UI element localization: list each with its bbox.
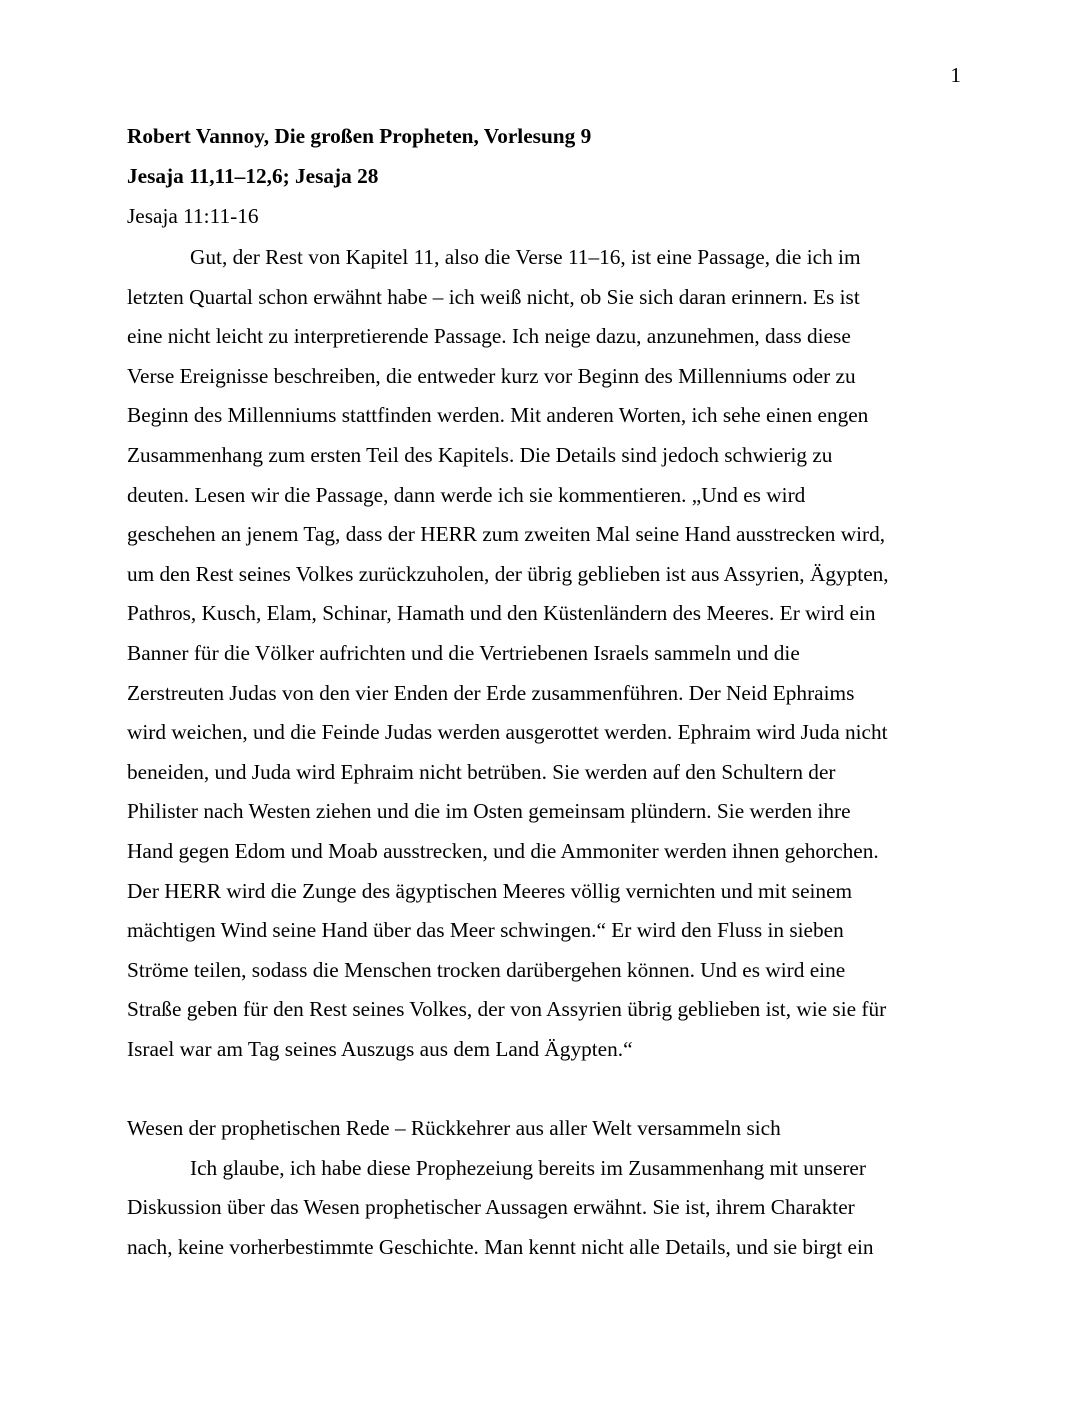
paragraph-line: Pathros, Kusch, Elam, Schinar, Hamath und den Küstenländern des Meeres. Er wird ein: [127, 601, 876, 626]
paragraph-line: nach, keine vorherbestimmte Geschichte. Man kennt nicht alle Details, und sie birgt ein: [127, 1234, 874, 1259]
document-subtitle: Jesaja 11,11–12,6; Jesaja 28: [127, 164, 379, 188]
document-content: [127, 116, 967, 1267]
paragraph-line: geschehen an jenem Tag, dass der HERR zum zweiten Mal seine Hand ausstrecken wird,: [127, 522, 886, 547]
paragraph-line: um den Rest seines Volkes zurückzuholen, der übrig geblieben ist aus Assyrien, Ägypten,: [127, 561, 889, 586]
paragraph-line: letzten Quartal schon erwähnt habe – ich weiß nicht, ob Sie sich daran erinnern. Es ist: [127, 284, 860, 309]
paragraph-line: Israel war am Tag seines Auszugs aus dem Land Ägypten.“: [127, 1036, 633, 1061]
paragraph-line: wird weichen, und die Feinde Judas werden ausgerottet werden. Ephraim wird Juda nicht: [127, 720, 888, 745]
blank-line: [127, 1069, 967, 1109]
body-text: [127, 238, 967, 1267]
paragraph-line: Beginn des Millenniums stattfinden werden. Mit anderen Worten, ich sehe einen engen: [127, 403, 869, 428]
section-heading-line: Wesen der prophetischen Rede – Rückkehrer aus aller Welt versammeln sich: [127, 1116, 781, 1141]
paragraph-line: Der HERR wird die Zunge des ägyptischen Meeres völlig vernichten und mit seinem: [127, 878, 853, 903]
page-number: 1: [950, 63, 961, 87]
paragraph-line: deuten. Lesen wir die Passage, dann werde ich sie kommentieren. „Und es wird: [127, 482, 806, 507]
paragraph-line: beneiden, und Juda wird Ephraim nicht betrüben. Sie werden auf den Schultern der: [127, 759, 836, 784]
paragraph-line: Diskussion über das Wesen prophetischer Aussagen erwähnt. Sie ist, ihrem Charakter: [127, 1195, 855, 1220]
paragraph-line: Banner für die Völker aufrichten und die Vertriebenen Israels sammeln und die: [127, 640, 800, 665]
document-title: Robert Vannoy, Die großen Propheten, Vorlesung 9: [127, 124, 592, 148]
paragraph-line: Hand gegen Edom und Moab ausstrecken, und die Ammoniter werden ihnen gehorchen.: [127, 838, 879, 863]
paragraph-line: Philister nach Westen ziehen und die im Osten gemeinsam plündern. Sie werden ihre: [127, 799, 851, 824]
paragraph-line: Zerstreuten Judas von den vier Enden der Erde zusammenführen. Der Neid Ephraims: [127, 680, 855, 705]
paragraph-line: Ströme teilen, sodass die Menschen trocken darübergehen können. Und es wird eine: [127, 957, 846, 982]
paragraph-line: Gut, der Rest von Kapitel 11, also die Verse 11–16, ist eine Passage, die ich im: [190, 245, 861, 269]
paragraph-line: eine nicht leicht zu interpretierende Passage. Ich neige dazu, anzunehmen, dass diese: [127, 324, 851, 349]
paragraph-line: Straße geben für den Rest seines Volkes, der von Assyrien übrig geblieben ist, wie sie für: [127, 997, 887, 1022]
paragraph-line: mächtigen Wind seine Hand über das Meer schwingen.“ Er wird den Fluss in sieben: [127, 918, 844, 943]
paragraph-line: Ich glaube, ich habe diese Prophezeiung bereits im Zusammenhang mit unserer: [190, 1155, 866, 1180]
paragraph-line: Zusammenhang zum ersten Teil des Kapitels. Die Details sind jedoch schwierig zu: [127, 442, 833, 467]
scripture-reference: Jesaja 11:11-16: [127, 204, 259, 228]
paragraph-line: Verse Ereignisse beschreiben, die entweder kurz vor Beginn des Millenniums oder zu: [127, 363, 856, 388]
